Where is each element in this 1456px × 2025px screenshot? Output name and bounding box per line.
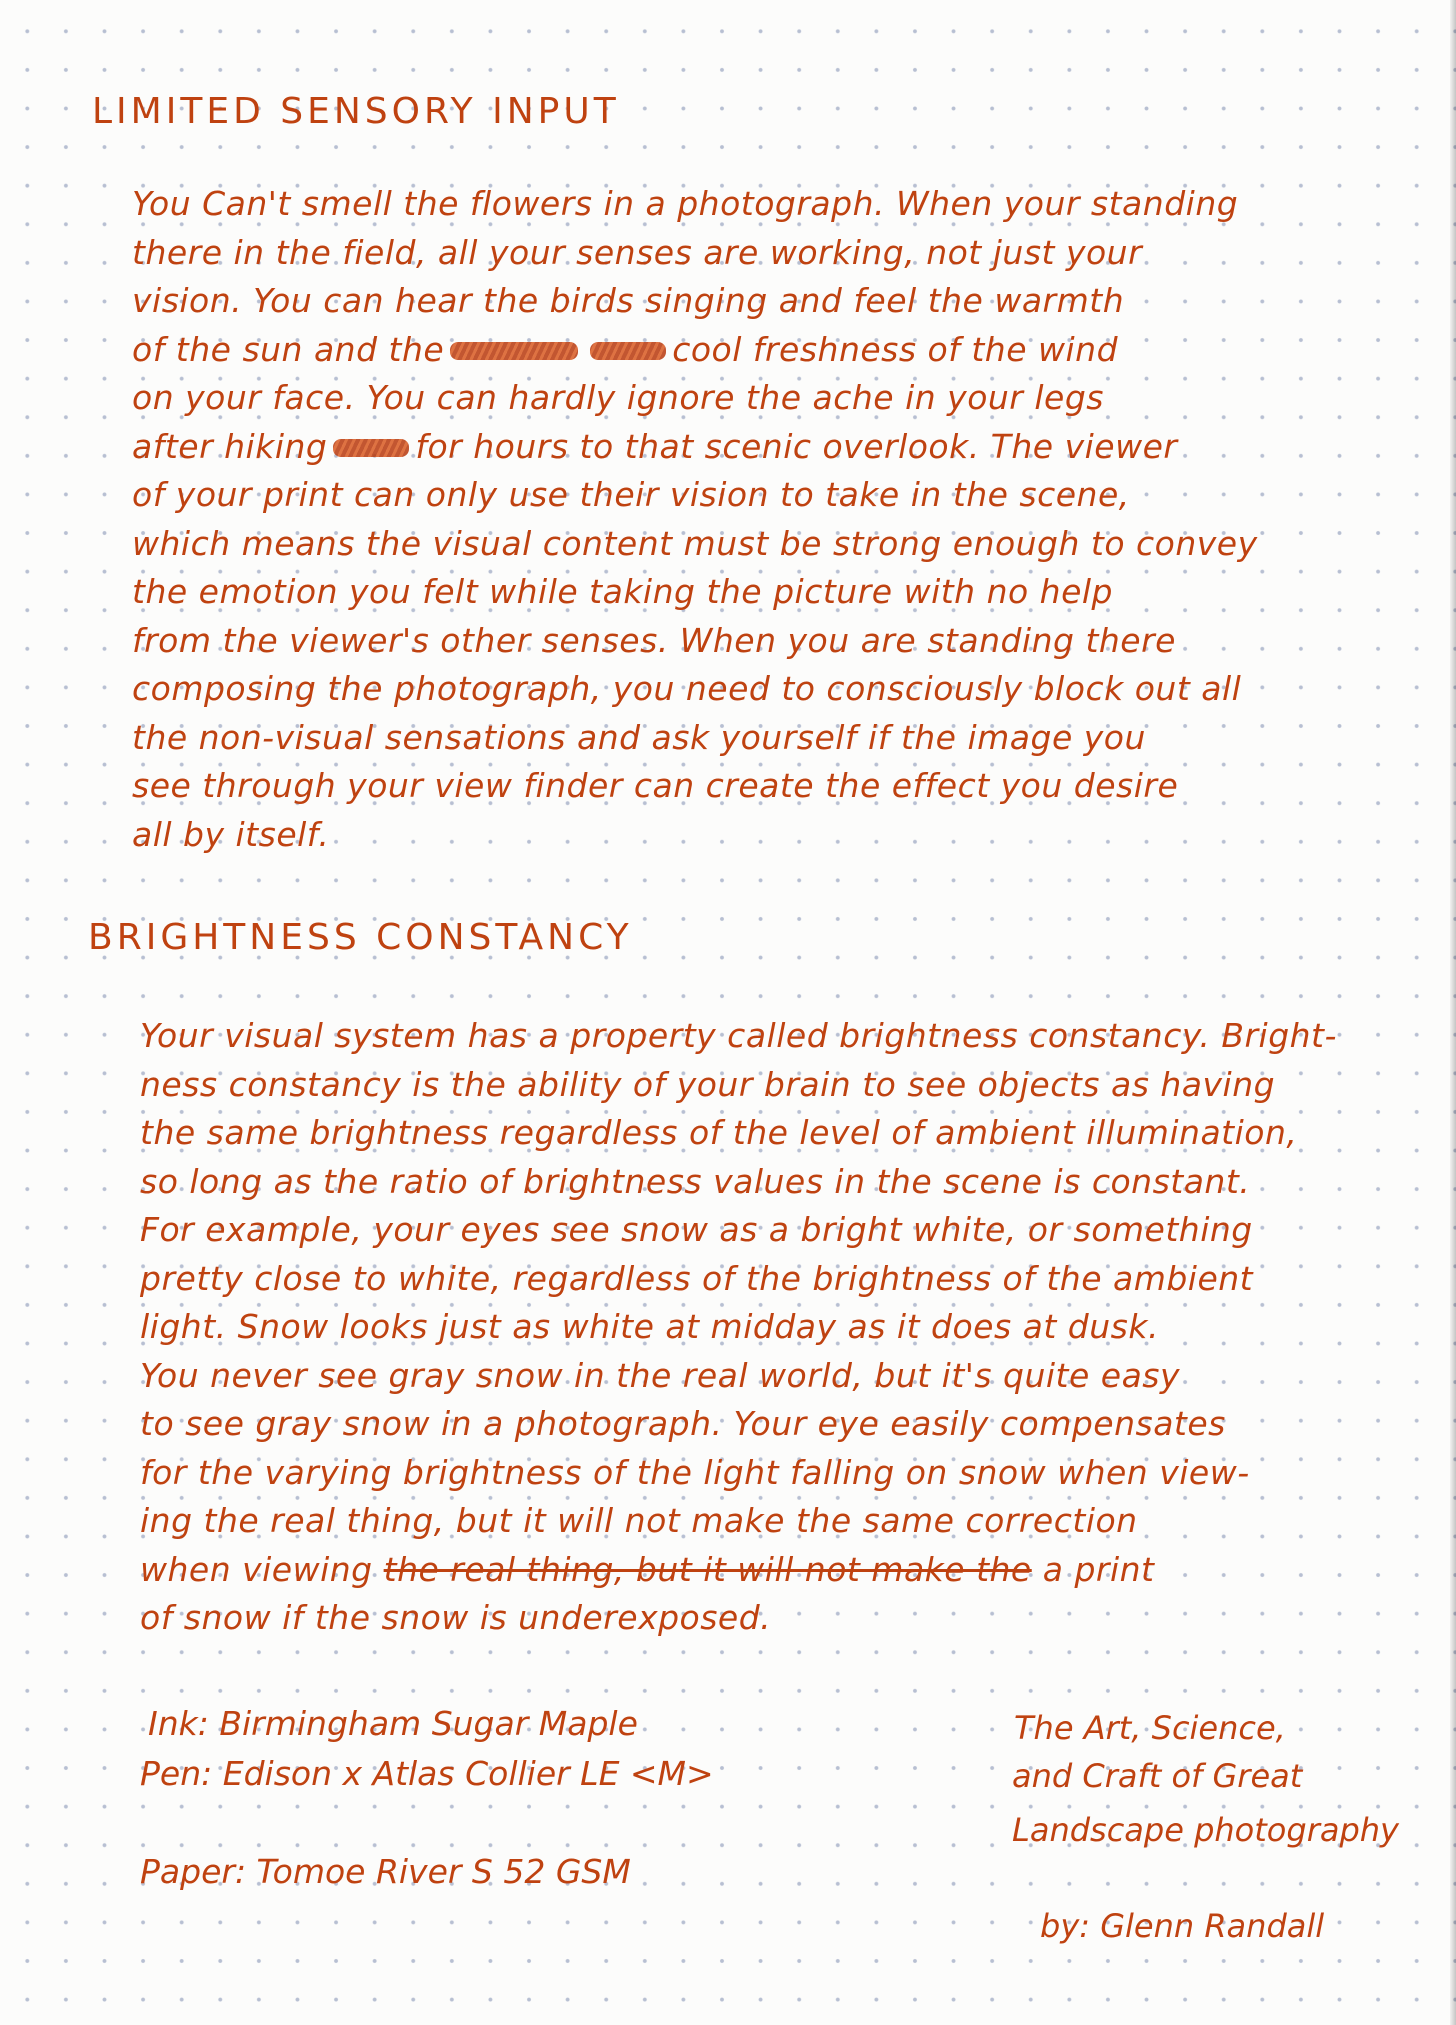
text-fragment: a print bbox=[1042, 1549, 1155, 1589]
book-title-line: Landscape photography bbox=[1012, 1811, 1399, 1849]
ink-detail: Ink: Birmingham Sugar Maple bbox=[148, 1704, 638, 1743]
heading-limited-sensory-input: LIMITED SENSORY INPUT bbox=[92, 91, 620, 132]
text-fragment: of the sun and the bbox=[132, 329, 445, 369]
scribbled-out-word bbox=[590, 342, 666, 360]
text-line: for the varying brightness of the light falling on snow when view- bbox=[140, 1452, 1250, 1492]
book-author: by: Glenn Randall bbox=[1040, 1907, 1325, 1945]
text-line: light. Snow looks just as white at midday as it does at dusk. bbox=[140, 1307, 1159, 1346]
scribbled-out-word bbox=[450, 342, 578, 360]
text-line-with-scribble bbox=[132, 423, 1456, 472]
book-title-line: and Craft of Great bbox=[1012, 1757, 1303, 1795]
text-line: there in the field, all your senses are working, not just your bbox=[132, 232, 1143, 272]
text-line: You Can't smell the flowers in a photograph. When your standing bbox=[132, 184, 1239, 223]
text-line: all by itself. bbox=[132, 814, 330, 854]
struck-through-text: the real thing, but it will not make the bbox=[383, 1549, 1032, 1589]
text-line: For example, your eyes see snow as a bright white, or something bbox=[140, 1210, 1253, 1249]
text-line: see through your view finder can create the effect you desire bbox=[132, 766, 1179, 805]
text-line: to see gray snow in a photograph. Your eye easily compensates bbox=[140, 1404, 1226, 1443]
text-line: of your print can only use their vision to take in the scene, bbox=[132, 475, 1130, 514]
text-line: ness constancy is the ability of your brain to see objects as having bbox=[140, 1064, 1276, 1104]
text-line: so long as the ratio of brightness values in the scene is constant. bbox=[140, 1161, 1251, 1201]
text-fragment: for hours to that scenic overlook. The viewer bbox=[415, 426, 1178, 466]
text-line: which means the visual content must be strong enough to convey bbox=[132, 523, 1258, 563]
text-line: ing the real thing, but it will not make the same correction bbox=[140, 1501, 1138, 1540]
heading-brightness-constancy: BRIGHTNESS CONSTANCY bbox=[88, 917, 633, 958]
text-line: vision. You can hear the birds singing and feel the warmth bbox=[132, 281, 1125, 320]
text-fragment: cool freshness of the wind bbox=[672, 329, 1119, 369]
paragraph-limited-sensory-input bbox=[132, 180, 1456, 859]
text-line: You never see gray snow in the real world, but it's quite easy bbox=[140, 1355, 1181, 1395]
text-line: composing the photograph, you need to consciously block out all bbox=[132, 669, 1242, 708]
book-title-line: The Art, Science, bbox=[1014, 1709, 1286, 1747]
paper-detail: Paper: Tomoe River S 52 GSM bbox=[140, 1852, 631, 1891]
text-line-with-scribble bbox=[132, 326, 1456, 375]
pen-detail: Pen: Edison x Atlas Collier LE <M> bbox=[140, 1754, 714, 1793]
text-line: the emotion you felt while taking the picture with no help bbox=[132, 572, 1114, 611]
text-line-with-strikethrough bbox=[140, 1546, 1456, 1595]
text-fragment: after hiking bbox=[132, 426, 328, 466]
text-line: Your visual system has a property called brightness constancy. Bright- bbox=[140, 1016, 1337, 1055]
scribbled-out-word bbox=[333, 439, 409, 457]
text-line: the non-visual sensations and ask yourself if the image you bbox=[132, 717, 1146, 757]
text-line: the same brightness regardless of the level of ambient illumination, bbox=[140, 1113, 1298, 1152]
text-line: of snow if the snow is underexposed. bbox=[140, 1598, 772, 1637]
text-line: on your face. You can hardly ignore the ache in your legs bbox=[132, 378, 1104, 417]
text-fragment: when viewing bbox=[140, 1549, 373, 1589]
text-line: pretty close to white, regardless of the brightness of the ambient bbox=[140, 1258, 1254, 1298]
paragraph-brightness-constancy bbox=[140, 1012, 1456, 1643]
text-line: from the viewer's other senses. When you are standing there bbox=[132, 620, 1176, 660]
